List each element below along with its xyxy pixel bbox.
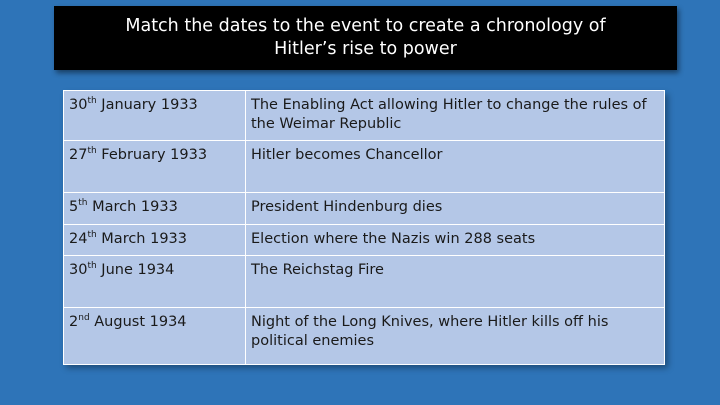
- event-cell: The Enabling Act allowing Hitler to change the rules of the Weimar Republic: [246, 91, 665, 141]
- slide-title-line-1: Match the dates to the event to create a chronology of: [125, 16, 606, 36]
- slide-title-line-2: Hitler’s rise to power: [274, 39, 457, 59]
- title-bar: [54, 6, 677, 70]
- date-cell: 27th February 1933: [64, 141, 246, 193]
- event-cell: President Hindenburg dies: [246, 193, 665, 225]
- event-cell: Night of the Long Knives, where Hitler kills off his political enemies: [246, 308, 665, 365]
- event-cell: Election where the Nazis win 288 seats: [246, 225, 665, 256]
- table-row: [64, 193, 665, 225]
- event-cell: Hitler becomes Chancellor: [246, 141, 665, 193]
- slide-title: [105, 15, 625, 61]
- table-row: [64, 256, 665, 308]
- table-row: [64, 141, 665, 193]
- date-cell: 24th March 1933: [64, 225, 246, 256]
- table-row: [64, 91, 665, 141]
- table-row: [64, 308, 665, 365]
- table-row: [64, 225, 665, 256]
- date-cell: 2nd August 1934: [64, 308, 246, 365]
- date-cell: 5th March 1933: [64, 193, 246, 225]
- date-cell: 30th June 1934: [64, 256, 246, 308]
- event-cell: The Reichstag Fire: [246, 256, 665, 308]
- chronology-table: [63, 90, 665, 364]
- date-cell: 30th January 1933: [64, 91, 246, 141]
